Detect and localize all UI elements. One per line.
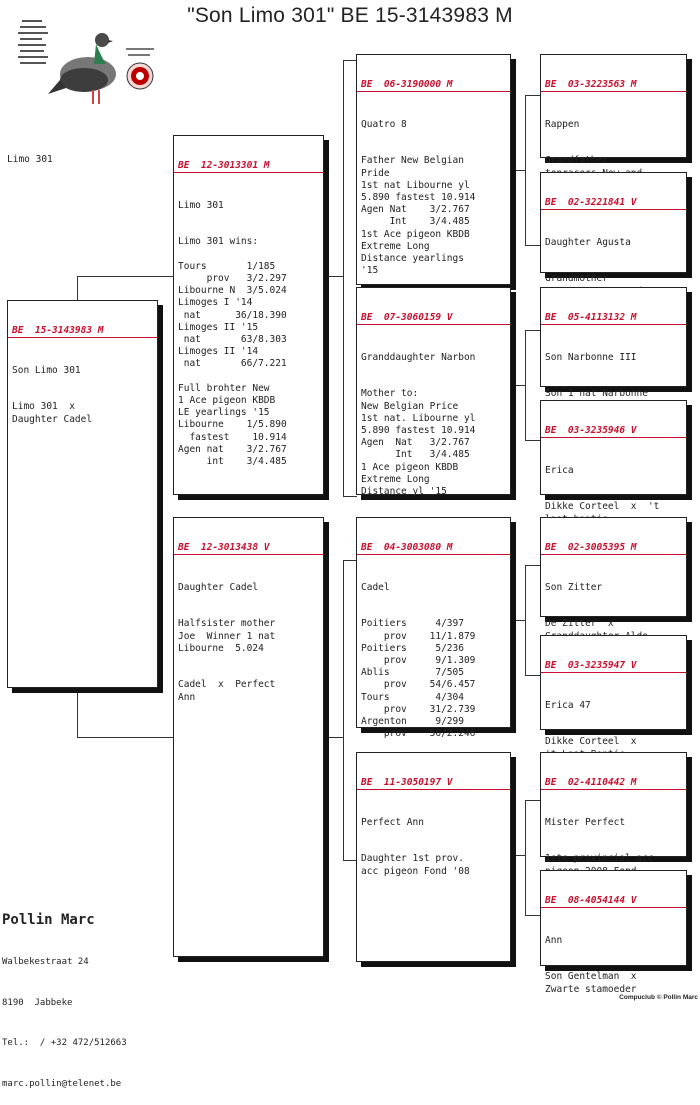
ring-number: BE 12-3013301 M [174, 160, 323, 173]
connector-line [511, 170, 525, 171]
pedigree-box-sire-dam[interactable] [356, 287, 511, 498]
ring-number: BE 06-3190000 M [357, 79, 510, 92]
footer-credit: Compuclub © Pollin Marc [619, 994, 698, 1001]
connector-line [525, 800, 541, 801]
ring-number: BE 07-3060159 V [357, 312, 510, 325]
pigeon-info: Limo 301 Limo 301 wins: Tours 1/185 prov 3/2.297 Libourne N 3/5.024 Limoges I '14 nat 36/18.390 Limoges II '15 nat 63/8.303 Limoges II '14 nat 66/7.221 Full brohter New 1 Ace pigeon KBDB LE yearlings '15 Libourne 1/5.890 fastest 10.914 Agen nat 3/2.767 int 3/4.485 [178, 199, 287, 468]
connector-line [525, 95, 526, 245]
connector-line [525, 800, 526, 915]
connector-line [343, 560, 344, 860]
pigeon-info: Ann Son Gentelman x Zwarte stamoeder [545, 934, 637, 995]
connector-line [511, 620, 525, 621]
connector-line [525, 95, 541, 96]
connector-line [343, 496, 357, 497]
pedigree-box-sss[interactable] [540, 54, 687, 167]
connector-line [525, 245, 541, 246]
pedigree-box-subject[interactable] [7, 300, 158, 688]
pedigree-box-dam[interactable] [173, 517, 324, 957]
pedigree-box-sdd[interactable] [540, 400, 687, 513]
connector-line [511, 855, 525, 856]
sire-name-label: Limo 301 [7, 154, 53, 165]
connector-line [343, 860, 357, 861]
ring-number: BE 02-3005395 M [541, 542, 686, 555]
pigeon-info: Erica Dikke Corteel x 't [545, 464, 660, 513]
connector-line [343, 60, 357, 61]
ring-number: BE 15-3143983 M [8, 325, 157, 338]
page-title: "Son Limo 301" BE 15-3143983 M [187, 4, 513, 27]
pedigree-box-dam-sire[interactable] [356, 517, 511, 740]
ring-number: BE 05-4113132 M [541, 312, 686, 325]
connector-line [324, 276, 343, 277]
connector-line [525, 440, 541, 441]
owner-name: Pollin Marc [2, 912, 95, 928]
pedigree-box-dds[interactable] [540, 752, 687, 865]
connector-line [343, 60, 344, 496]
owner-email[interactable]: marc.pollin@telenet.be [2, 1078, 122, 1089]
pigeon-info: Son Narbonne III Son 1 nat Narbonne [545, 351, 648, 400]
pigeon-info: Son Limo 301 Limo 301 x Daughter Cadel [12, 364, 93, 425]
ring-number: BE 02-3221841 V [541, 197, 686, 210]
pigeon-info: Granddaughter Narbon Mother to: New Belgian Price 1st nat. Libourne yl 5.890 fastest 10.914 Agen Nat 3/2.767 Int 3/4.485 1 Ace pigeon KBDB Extreme Long Distance yl '15 [361, 351, 476, 498]
pedigree-box-sds[interactable] [540, 287, 687, 400]
connector-line [525, 565, 541, 566]
ring-number: BE 03-3235946 V [541, 425, 686, 438]
connector-line [77, 276, 175, 277]
pigeon-logo-icon [16, 18, 166, 110]
owner-address-block [2, 884, 127, 1105]
ring-number: BE 03-3235947 V [541, 660, 686, 673]
ring-number: BE 02-4110442 M [541, 777, 686, 790]
connector-line [324, 737, 343, 738]
pedigree-box-dss[interactable] [540, 517, 687, 630]
owner-street: Walbekestraat 24 [2, 957, 89, 967]
ring-number: BE 04-3003080 M [357, 542, 510, 555]
pedigree-box-dsd[interactable] [540, 635, 687, 748]
connector-line [525, 330, 526, 440]
pigeon-info: Erica 47 Dikke Corteel x [545, 699, 637, 748]
ring-number: BE 12-3013438 V [174, 542, 323, 555]
pedigree-box-sire-sire[interactable] [356, 54, 511, 285]
connector-line [511, 385, 525, 386]
pedigree-box-ddd[interactable] [540, 870, 687, 995]
connector-line [77, 276, 78, 300]
pigeon-info: Quatro 8 Father New Belgian Pride 1st nat Libourne yl 5.890 fastest 10.914 Agen Nat 3/2.767 Int 3/4.485 1st Ace pigeon KBDB Extreme Long Distance yearlings '15 [361, 118, 476, 277]
owner-city: 8190 Jabbeke [2, 997, 73, 1008]
connector-line [77, 737, 175, 738]
connector-line [525, 915, 541, 916]
connector-line [525, 565, 526, 675]
ring-number: BE 08-4054144 V [541, 895, 686, 908]
pigeon-info: Cadel Poitiers 4/397 prov 11/1.879 Poitiers 5/236 prov 9/1.309 Ablis 7/505 prov 54/6.457 Tours 4/304 prov 31/2.739 Argenton 9/299 prov 56/2.246 [361, 581, 476, 740]
pedigree-box-sire[interactable] [173, 135, 324, 495]
pigeon-info: Perfect Ann Daughter 1st prov. acc pigeon Fond '08 [361, 816, 470, 877]
connector-line [77, 688, 78, 737]
connector-line [525, 675, 541, 676]
ring-number: BE 11-3050197 V [357, 777, 510, 790]
pedigree-box-ssd[interactable] [540, 172, 687, 285]
pigeon-info: Rappen Grandfather [545, 118, 608, 167]
pigeon-info: Son Zitter De Zitter x [545, 581, 614, 630]
pigeon-info: Mister Perfect 1ste provincial acc [545, 816, 654, 865]
ring-number: BE 03-3223563 M [541, 79, 686, 92]
connector-line [343, 560, 357, 561]
connector-line [525, 330, 541, 331]
pigeon-info: Daughter Agusta Grandmother [545, 236, 631, 285]
pedigree-box-dam-dam[interactable] [356, 752, 511, 962]
pigeon-info: Daughter Cadel Halfsister mother Joe Winner 1 nat Libourne 5.024 Cadel x Perfect Ann [178, 581, 276, 703]
owner-phone: Tel.: / +32 472/512663 [2, 1038, 127, 1048]
